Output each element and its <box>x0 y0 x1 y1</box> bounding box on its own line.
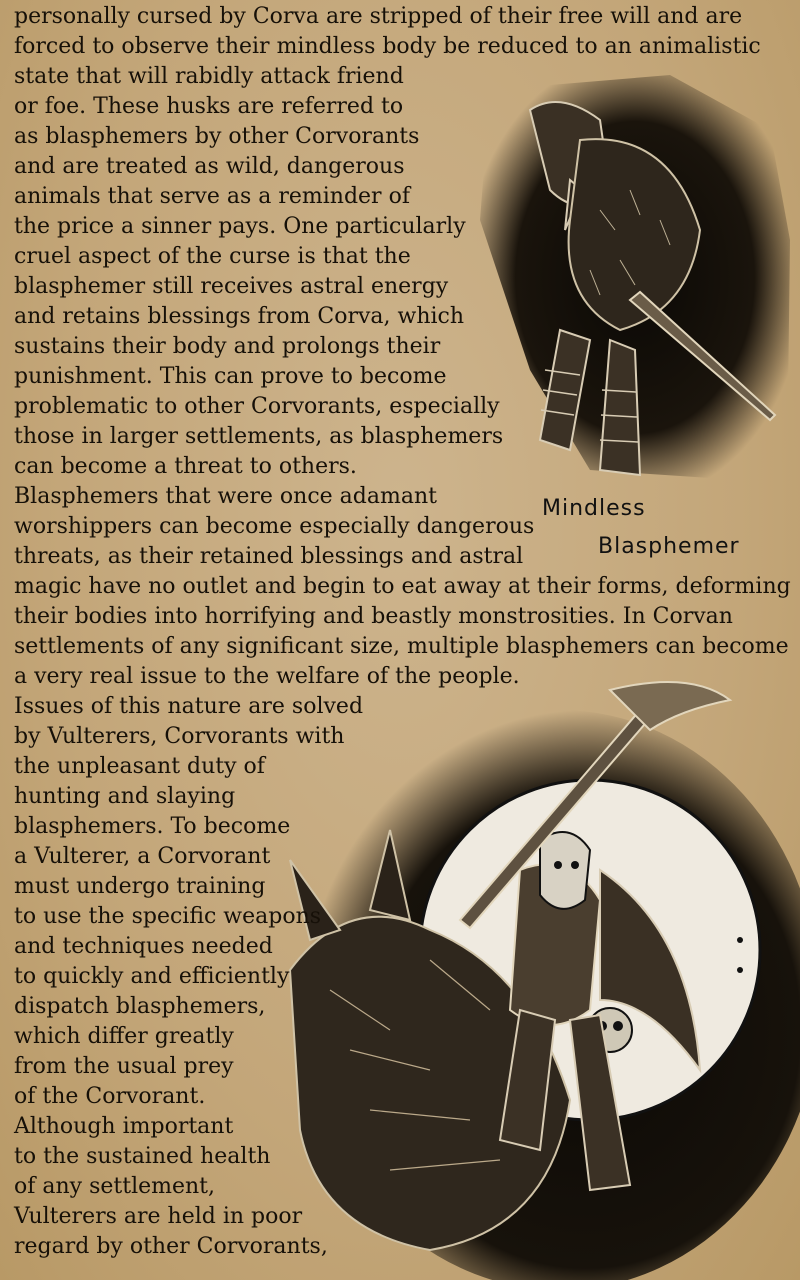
text-line-6: and are treated as wild, dangerous <box>14 154 405 179</box>
text-line-30: must undergo training <box>14 874 266 899</box>
text-line-1: personally cursed by Corva are stripped of their free will and are <box>14 4 743 29</box>
text-line-15: those in larger settlements, as blasphemers <box>14 424 504 449</box>
text-line-14: problematic to other Corvorants, especially <box>14 394 500 419</box>
text-line-28: blasphemers. To become <box>14 814 291 839</box>
text-line-8: the price a sinner pays. One particularly <box>14 214 466 239</box>
text-line-35: which differ greatly <box>14 1024 234 1049</box>
caption-mindless: Mindless <box>542 496 646 521</box>
text-line-2: forced to observe their mindless body be reduced to an animalistic <box>14 34 761 59</box>
text-line-41: Vulterers are held in poor <box>14 1204 303 1229</box>
text-line-25: by Vulterers, Corvorants with <box>14 724 345 749</box>
text-line-21: their bodies into horrifying and beastly monstrosities. In Corvan <box>14 604 733 629</box>
text-line-19: threats, as their retained blessings and astral <box>14 544 524 569</box>
text-line-5: as blasphemers by other Corvorants <box>14 124 420 149</box>
text-line-29: a Vulterer, a Corvorant <box>14 844 271 869</box>
text-line-34: dispatch blasphemers, <box>14 994 266 1019</box>
text-line-13: punishment. This can prove to become <box>14 364 447 389</box>
text-line-3: state that will rabidly attack friend <box>14 64 404 89</box>
caption-blasphemer: Blasphemer <box>598 534 740 559</box>
text-line-18: worshippers can become especially dangerous <box>14 514 535 539</box>
text-line-24: Issues of this nature are solved <box>14 694 364 719</box>
text-line-10: blasphemer still receives astral energy <box>14 274 449 299</box>
text-line-16: can become a threat to others. <box>14 454 357 479</box>
text-line-7: animals that serve as a reminder of <box>14 184 410 209</box>
vulterer-illustration <box>270 670 800 1280</box>
text-line-9: cruel aspect of the curse is that the <box>14 244 411 269</box>
text-line-4: or foe. These husks are referred to <box>14 94 404 119</box>
text-line-31: to use the specific weapons <box>14 904 322 929</box>
text-line-17: Blasphemers that were once adamant <box>14 484 437 509</box>
text-line-40: of any settlement, <box>14 1174 216 1199</box>
text-line-22: settlements of any significant size, multiple blasphemers can become <box>14 634 789 659</box>
text-line-36: from the usual prey <box>14 1054 234 1079</box>
text-line-32: and techniques needed <box>14 934 273 959</box>
text-line-23: a very real issue to the welfare of the people. <box>14 664 520 689</box>
text-line-42: regard by other Corvorants, <box>14 1234 328 1259</box>
text-line-26: the unpleasant duty of <box>14 754 265 779</box>
text-line-37: of the Corvorant. <box>14 1084 206 1109</box>
text-line-20: magic have no outlet and begin to eat away at their forms, deforming <box>14 574 791 599</box>
text-line-38: Although important <box>14 1114 234 1139</box>
text-line-27: hunting and slaying <box>14 784 236 809</box>
text-line-11: and retains blessings from Corva, which <box>14 304 465 329</box>
blasphemer-illustration <box>470 70 800 490</box>
text-line-33: to quickly and efficiently <box>14 964 290 989</box>
text-line-39: to the sustained health <box>14 1144 271 1169</box>
text-line-12: sustains their body and prolongs their <box>14 334 441 359</box>
